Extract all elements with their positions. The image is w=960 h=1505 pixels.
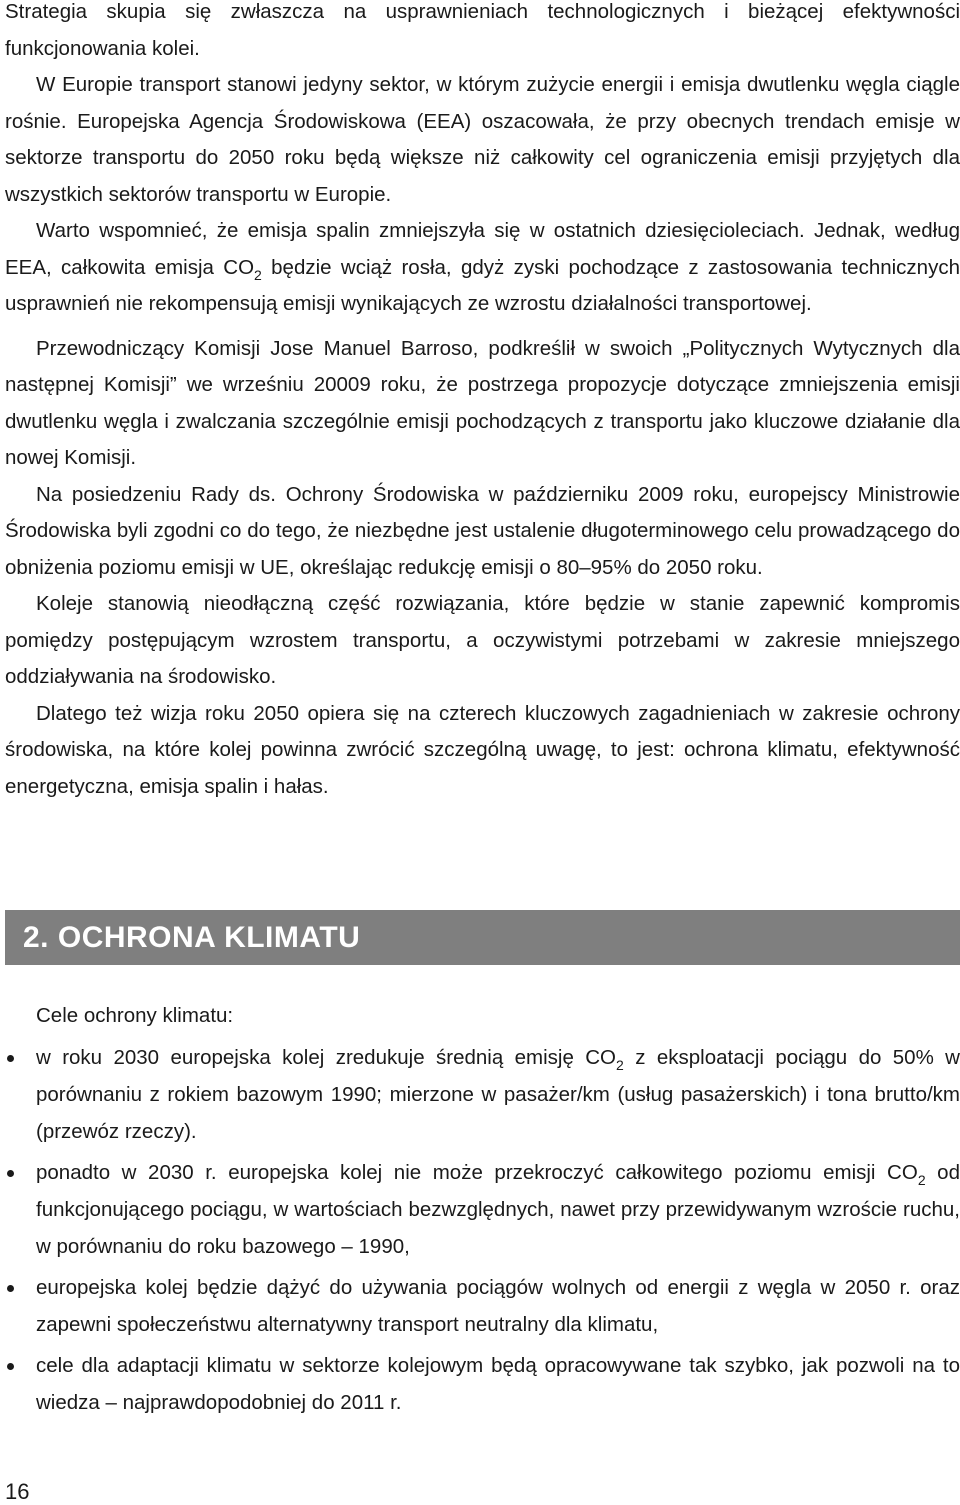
co2-subscript: 2: [254, 266, 262, 283]
goal-4-text: cele dla adaptacji klimatu w sektorze kolejowym będą opracowywane tak szybko, jak pozwoli na to wiedza – najprawdopodobniej do 2011 r.: [36, 1353, 960, 1414]
paragraph-3-text-cont: będzie wciąż rosła, gdyż zyski pochodzące z zastosowania technicznych usprawnień nie rekompensują emisji wynikających ze wzrostu działalności transportowej.: [5, 255, 960, 315]
bullet-icon: [7, 1363, 14, 1370]
bullet-icon: [7, 1055, 14, 1062]
co2-subscript: 2: [616, 1056, 624, 1073]
paragraph-2: W Europie transport stanowi jedyny sektor, w którym zużycie energii i emisja dwutlenku węgla ciągle rośnie. Europejska Agencja Środowiskowa (EEA) oszacowała, że przy obecnych trendach emisje w sektorze transportu do 2050 roku będą większe niż całkowity cel ograniczenia emisji przyjętych dla wszystkich sektorów transportu w Europie.: [5, 73, 960, 206]
goal-3-text: europejska kolej będzie dążyć do używania pociągów wolnych od energii z węgla w 2050 r. oraz zapewni społeczeństwu alternatywny transport neutralny dla klimatu,: [36, 1275, 960, 1336]
paragraph-4: Przewodniczący Komisji Jose Manuel Barroso, podkreślił w swoich „Politycznych Wytycznych dla następnej Komisji” we wrześniu 20009 roku, że postrzega propozycje dotyczące zmniejszenia emisji dwutlenku węgla i zwalczania szczególnie emisji pochodzących z transportu jako kluczowe działanie dla nowej Komisji.: [5, 336, 960, 469]
page-number: 16: [5, 1479, 30, 1504]
goal-2-text-cont: od funkcjonującego pociągu, w wartościach bezwzględnych, nawet przy przewidywanym wzroście ruchu, w porównaniu do roku bazowego – 1990,: [36, 1160, 960, 1258]
goals-intro: Cele ochrony klimatu:: [36, 1004, 234, 1027]
goal-item-3: [5, 1269, 960, 1343]
climate-goals: [5, 998, 960, 1425]
paragraph-3: [5, 213, 960, 323]
bullet-icon: [7, 1170, 14, 1177]
paragraph-6: Koleje stanowią nieodłączną część rozwiązania, które będzie w stanie zapewnić kompromis pomiędzy postępującym wzrostem transportu, a oczywistymi potrzebami w zakresie mniejszego oddziaływania na środowisko.: [5, 592, 960, 688]
goal-2-text: ponadto w 2030 r. europejska kolej nie może przekroczyć całkowitego poziomu emisji CO: [36, 1160, 918, 1184]
paragraph-7: Dlatego też wizja roku 2050 opiera się na czterech kluczowych zagadnieniach w zakresie ochrony środowiska, na które kolej powinna zwrócić szczególną uwagę, to jest: ochrona klimatu, efektywność energetyczna, emisja spalin i hałas.: [5, 701, 960, 798]
bullet-icon: [7, 1285, 14, 1292]
goal-1-text-cont: z eksploatacji pociągu do 50% w porównaniu z rokiem bazowym 1990; mierzone w pasażer/km (usług pasażerskich) i tona brutto/km (przewóz rzeczy).: [36, 1045, 960, 1143]
body-text: [5, 0, 960, 805]
goal-1-text: w roku 2030 europejska kolej zredukuje średnią emisję CO: [36, 1045, 617, 1069]
section-heading: 2. OCHRONA KLIMATU: [23, 921, 361, 954]
paragraph-3-text: Warto wspomnieć, że emisja spalin zmniejszyła się w ostatnich dziesięcioleciach. Jednak, według EEA, całkowita emisja CO: [5, 219, 960, 279]
section-heading-bar: [5, 910, 960, 965]
goal-item-1: [5, 1039, 960, 1150]
paragraph-5: Na posiedzeniu Rady ds. Ochrony Środowiska w październiku 2009 roku, europejscy Ministrowie Środowiska byli zgodni co do tego, że niezbędne jest ustalenie długoterminowego celu prowadzącego do obniżenia poziomu emisji w UE, określając redukcję emisji o 80–95% do 2050 roku.: [5, 482, 960, 579]
goal-item-4: [5, 1347, 960, 1421]
goal-item-2: [5, 1154, 960, 1265]
goals-list: [5, 1039, 960, 1421]
co2-subscript: 2: [917, 1171, 926, 1188]
paragraph-1: Strategia skupia się zwłaszcza na usprawnieniach technologicznych i bieżącej efektywności funkcjonowania kolei.: [5, 0, 960, 60]
